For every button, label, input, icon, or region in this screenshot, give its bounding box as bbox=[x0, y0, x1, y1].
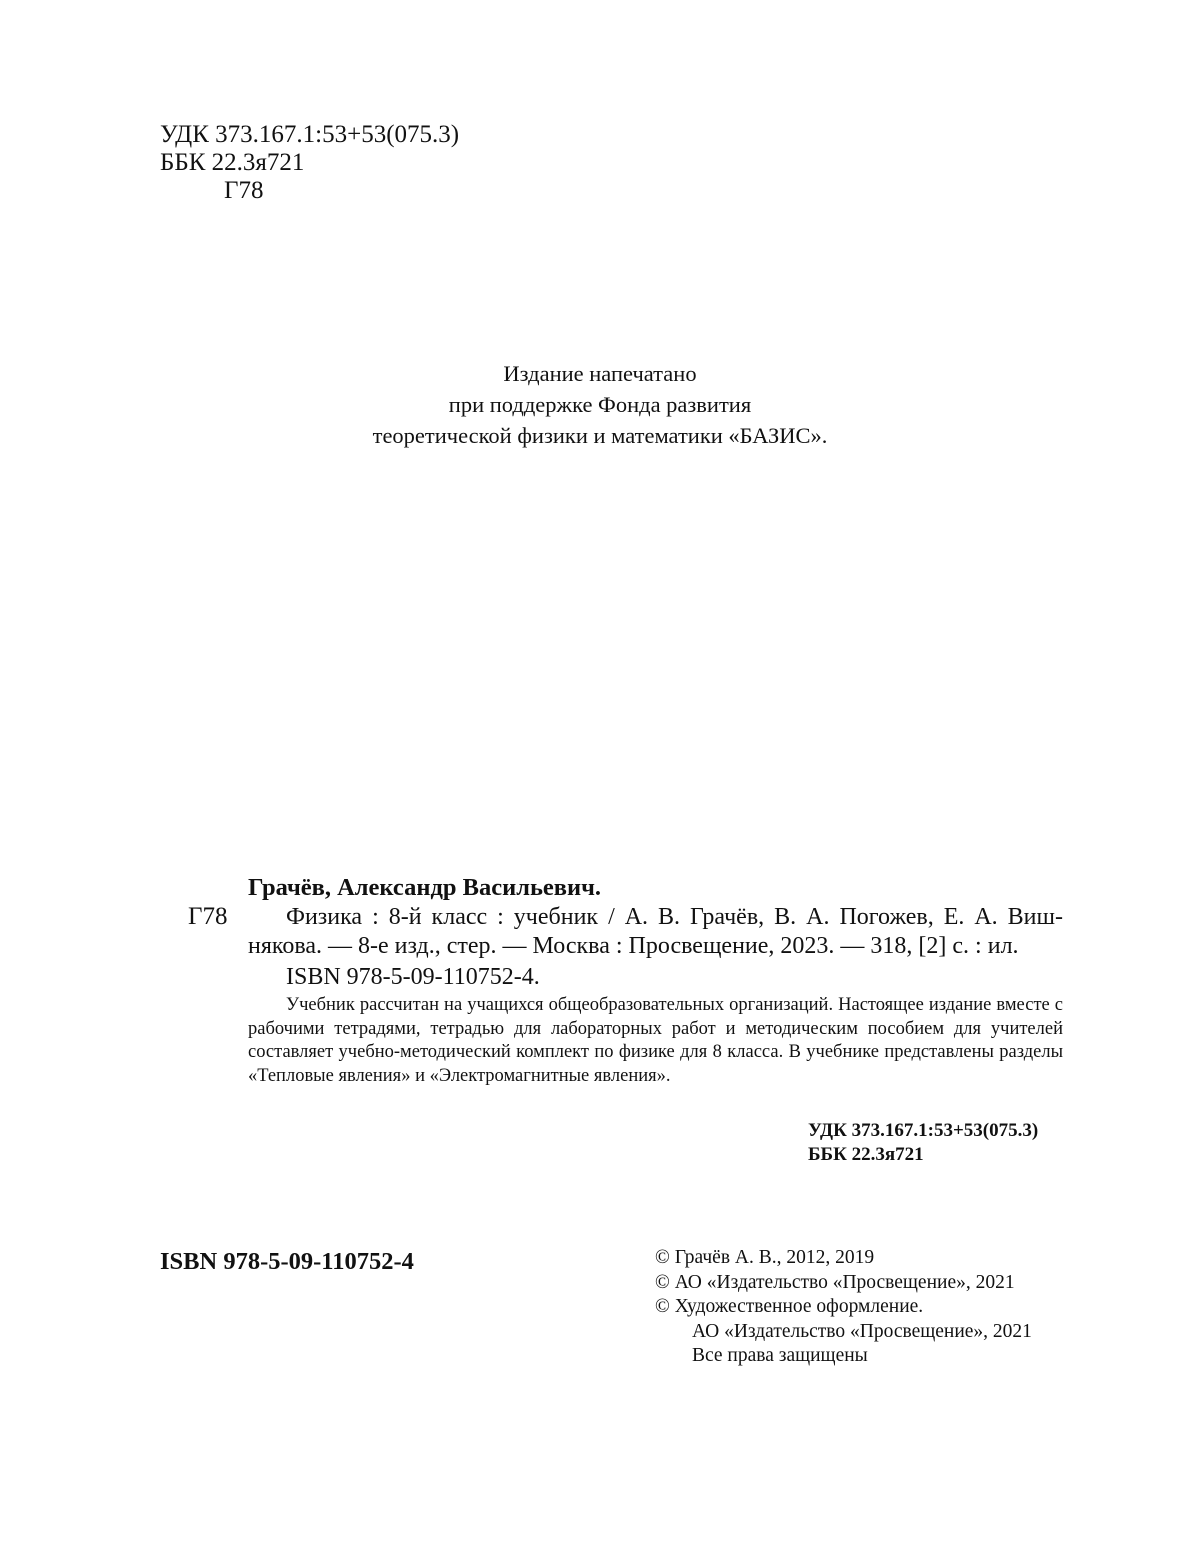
copyright-line: АО «Издательство «Просвещение», 2021 bbox=[692, 1320, 1032, 1342]
bibliographic-line: някова. — 8-е изд., стер. — Москва : Просвещение, 2023. — 318, [2] с. : ил. bbox=[248, 933, 1019, 959]
copyright-line: © АО «Издательство «Просвещение», 2021 bbox=[655, 1271, 1015, 1293]
rights-reserved: Все права защищены bbox=[692, 1345, 868, 1366]
copyright-block bbox=[655, 1246, 1032, 1369]
bibliographic-line: Физика : 8-й класс : учебник / А. В. Грачёв, В. А. Погожев, Е. А. Виш- bbox=[286, 904, 1063, 930]
support-note-line: Издание напечатано bbox=[503, 361, 697, 386]
copyright-line: © Художественное оформление. bbox=[655, 1296, 924, 1317]
catalog-author-mark: Г78 bbox=[188, 903, 228, 930]
classification-codes-bottom bbox=[808, 1119, 1038, 1167]
catalog-author: Грачёв, Александр Васильевич. bbox=[248, 874, 602, 901]
isbn-main: ISBN 978-5-09-110752-4 bbox=[160, 1248, 414, 1275]
bbk-code: ББК 22.3я721 bbox=[808, 1144, 924, 1165]
udk-code: УДК 373.167.1:53+53(075.3) bbox=[160, 121, 460, 148]
support-note-line: при поддержке Фонда развития bbox=[448, 392, 752, 417]
catalog-card bbox=[248, 873, 1063, 1088]
support-note bbox=[300, 358, 900, 451]
annotation: Учебник рассчитан на учащихся общеобразовательных организаций. Настоящее издание вместе с рабочими тетрадями, тетрадью для лабораторных работ и методическим пособием для учителей составляет учебно-методический комплект по физике для 8 класса. В учебнике представлены разделы «Тепловые явления» и «Электромагнитные явления». bbox=[248, 995, 1063, 1086]
author-mark: Г78 bbox=[224, 177, 264, 204]
bbk-code: ББК 22.3я721 bbox=[160, 149, 305, 176]
support-note-line: теоретической физики и математики «БАЗИС». bbox=[372, 423, 828, 448]
classification-codes-top bbox=[160, 121, 459, 205]
udk-code: УДК 373.167.1:53+53(075.3) bbox=[808, 1120, 1039, 1141]
copyright-line: © Грачёв А. В., 2012, 2019 bbox=[655, 1247, 875, 1268]
catalog-isbn: ISBN 978-5-09-110752-4. bbox=[286, 964, 540, 990]
